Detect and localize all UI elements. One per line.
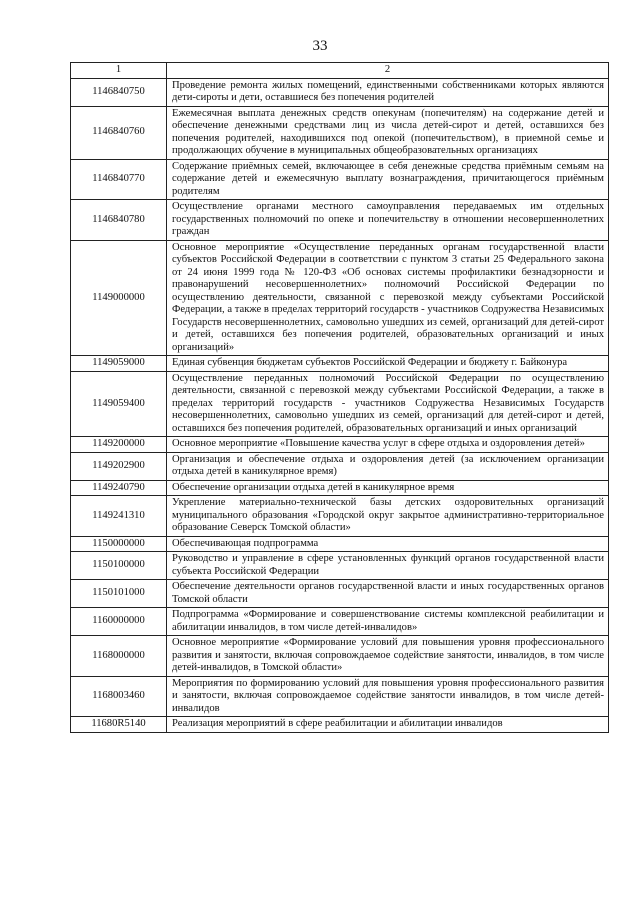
table-row [71,78,609,106]
row-code: 1150101000 [71,580,167,608]
row-code: 1149240790 [71,480,167,496]
row-code: 1149059000 [71,356,167,372]
table-row [71,437,609,453]
table-row [71,452,609,480]
row-code: 1168003460 [71,676,167,717]
row-description: Ежемесячная выплата денежных средств опекунам (попечителям) на содержание детей и обеспечение денежными средствами лиц из числа детей-сирот и детей, оставшихся без попечения родителей, находившихся под опекой (попечительством), в приемной семье и продолжающих обучение в муниципальных общеобразовательных организациях [167,106,609,159]
row-code: 1149241310 [71,496,167,537]
row-description: Основное мероприятие «Осуществление переданных органам государственной власти субъектов Российской Федерации в соответствии с пунктом 3 статьи 25 Федерального закона от 24 июня 1999 года № 120-ФЗ «Об основах системы профилактики безнадзорности и правонарушений несовершеннолетних» полномочий Российской Федерации по осуществлению деятельности, связанной с перевозкой между субъектами Российской Федерации, а также в пределах территорий государств - участников Содружества Независимых Государств несовершеннолетних, самовольно ушедших из семей, организаций для детей-сирот и детей, оставшихся без попечения родителей, образовательных организаций и иных организаций» [167,240,609,356]
row-code: 1146840750 [71,78,167,106]
page-number: 33 [312,38,328,54]
row-description: Основное мероприятие «Формирование условий для повышения уровня профессионального развития и занятости, включая сопровождаемое содействие занятости, инвалидов, в том числе детей-инвалидов, в Томской области» [167,636,609,677]
row-code: 1146840770 [71,159,167,200]
row-code: 1168000000 [71,636,167,677]
row-description: Укрепление материально-технической базы детских оздоровительных организаций муниципального образования «Городской округ закрытое административно-территориальное образование Северск Томской области» [167,496,609,537]
row-description: Организация и обеспечение отдыха и оздоровления детей (за исключением организации отдыха детей в каникулярное время) [167,452,609,480]
row-description: Содержание приёмных семей, включающее в себя денежные средства приёмным семьям на содержание детей и ежемесячную выплату вознаграждения, причитающегося приёмным родителям [167,159,609,200]
budget-codes-table [70,62,609,733]
row-description: Обеспечивающая подпрограмма [167,536,609,552]
row-code: 1149000000 [71,240,167,356]
row-description: Проведение ремонта жилых помещений, единственными собственниками которых являются дети-сироты и дети, оставшиеся без попечения родителей [167,78,609,106]
table-row [71,371,609,437]
table-row [71,159,609,200]
table-row [71,580,609,608]
row-code: 11680R5140 [71,717,167,733]
table-row [71,356,609,372]
row-description: Осуществление переданных полномочий Российской Федерации по осуществлению деятельности, связанной с перевозкой между субъектами Российской Федерации, а также в пределах территорий государств - участников Содружества Независимых Государств несовершеннолетних, самовольно ушедших из семей, организаций для детей-сирот и детей, оставшихся без попечения родителей, образовательных организаций и иных организаций [167,371,609,437]
table-row [71,608,609,636]
row-description: Основное мероприятие «Повышение качества услуг в сфере отдыха и оздоровления детей» [167,437,609,453]
row-code: 1160000000 [71,608,167,636]
row-code: 1150100000 [71,552,167,580]
column-header-code: 1 [71,63,167,79]
row-code: 1146840760 [71,106,167,159]
row-description: Мероприятия по формированию условий для повышения уровня профессионального развития и занятости, включая сопровождаемое содействие занятости инвалидов, в том числе детей-инвалидов [167,676,609,717]
row-description: Обеспечение организации отдыха детей в каникулярное время [167,480,609,496]
row-code: 1149200000 [71,437,167,453]
row-code: 1150000000 [71,536,167,552]
table-body [71,78,609,732]
row-code: 1146840780 [71,200,167,241]
table-row [71,552,609,580]
column-header-description: 2 [167,63,609,79]
table-row [71,717,609,733]
row-code: 1149059400 [71,371,167,437]
row-description: Единая субвенция бюджетам субъектов Российской Федерации и бюджету г. Байконура [167,356,609,372]
table-row [71,200,609,241]
table-row [71,496,609,537]
table-header-row [71,63,609,79]
table-row [71,106,609,159]
table-row [71,480,609,496]
table-row [71,240,609,356]
row-description: Руководство и управление в сфере установленных функций органов государственной власти субъекта Российской Федерации [167,552,609,580]
row-description: Реализация мероприятий в сфере реабилитации и абилитации инвалидов [167,717,609,733]
table-row [71,676,609,717]
row-description: Осуществление органами местного самоуправления передаваемых им отдельных государственных полномочий по опеке и попечительству в отношении несовершеннолетних граждан [167,200,609,241]
table-row [71,536,609,552]
row-code: 1149202900 [71,452,167,480]
table-row [71,636,609,677]
row-description: Обеспечение деятельности органов государственной власти и иных государственных органов Томской области [167,580,609,608]
row-description: Подпрограмма «Формирование и совершенствование системы комплексной реабилитации и абилитации инвалидов, в том числе детей-инвалидов» [167,608,609,636]
